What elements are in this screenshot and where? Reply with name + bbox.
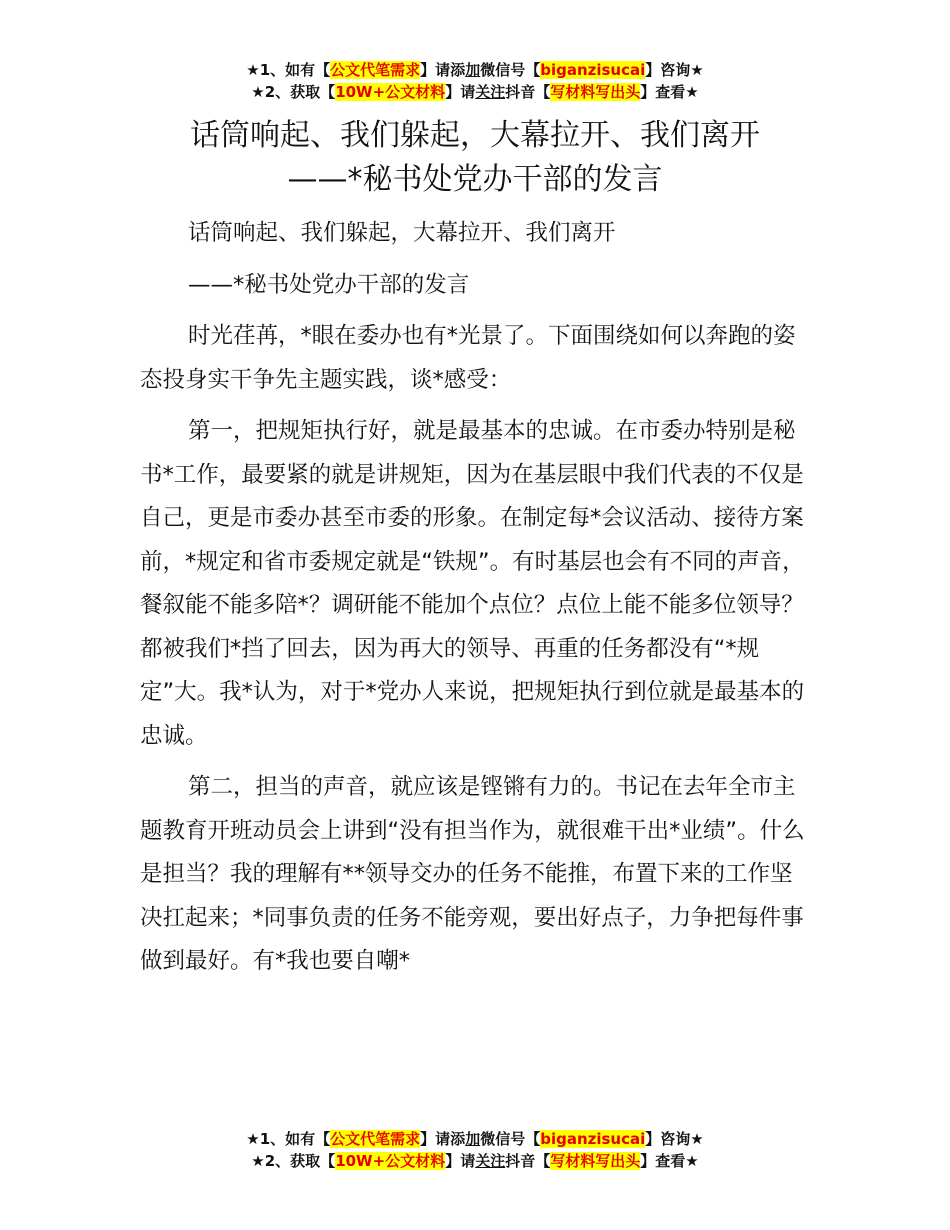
notice-text: 】咨询★ [645,1130,704,1148]
highlight-wechat-id: biganzisucai [540,1130,646,1148]
title-line-1: 话筒响起、我们躲起，大幕拉开、我们离开 [190,118,760,153]
notice-text: 】请添 [420,1130,466,1148]
body-paragraph: 第二，担当的声音，就应该是铿锵有力的。书记在去年全市主题教育开班动员会上讲到“没有担当作为，就很难干出*业绩”。什么是担当？我的理解有**领导交办的任务不能推，布置下来的工作坚决扛起来；*同事负责的任务不能旁观，要出好点子，力争把每件事做到最好。有*我也要自嘲* [140,774,805,974]
notice-line-2 [0,1150,950,1172]
notice-text: 抖音【 [505,1152,551,1170]
highlight-service: 公文代笔需求 [330,61,421,79]
notice-emphasis: 加 [465,61,481,79]
notice-line-1 [0,59,950,81]
notice-emphasis: 关注 [475,83,506,101]
notice-text: 微信号【 [480,1130,541,1148]
notice-text: 】查看★ [640,83,699,101]
header-notice [0,59,950,103]
highlight-douyin-account: 写材料写出头 [550,1152,641,1170]
highlight-wechat-id: biganzisucai [540,61,646,79]
document-body [140,212,812,984]
notice-text: ★2、获取【 [251,83,336,101]
body-paragraph: 时光荏苒，*眼在委办也有*光景了。下面围绕如何以奔跑的姿态投身实干争先主题实践，谈*感受： [140,323,796,393]
notice-text: ★2、获取【 [251,1152,336,1170]
notice-line-1 [0,1128,950,1150]
body-paragraph: ——*秘书处党办干部的发言 [188,271,470,298]
document-title [0,114,950,202]
highlight-materials: 10W+公文材料 [335,1152,446,1170]
title-line-2: ——*秘书处党办干部的发言 [287,162,663,197]
highlight-douyin-account: 写材料写出头 [550,83,641,101]
notice-text: 】请 [445,83,476,101]
highlight-service: 公文代笔需求 [330,1130,421,1148]
notice-emphasis: 关注 [475,1152,506,1170]
notice-text: 】请添 [420,61,466,79]
notice-text: 】咨询★ [645,61,704,79]
notice-text: 】查看★ [640,1152,699,1170]
body-paragraph: 第一，把规矩执行好，就是最基本的忠诚。在市委办特别是秘书*工作，最要紧的就是讲规矩，因为在基层眼中我们代表的不仅是自己，更是市委办甚至市委的形象。在制定每*会议活动、接待方案前，*规定和省市委规定就是“铁规”。有时基层也会有不同的声音，餐叙能不能多陪*？调研能不能加个点位？点位上能不能多位领导？都被我们*挡了回去，因为再大的领导、再重的任务都没有“*规定”大。我*认为，对于*党办人来说，把规矩执行到位就是最基本的忠诚。 [140,418,805,749]
notice-emphasis: 加 [465,1130,481,1148]
body-paragraph: 话筒响起、我们躲起，大幕拉开、我们离开 [188,220,616,246]
notice-line-2 [0,81,950,103]
notice-text: ★1、如有【 [246,1130,331,1148]
notice-text: ★1、如有【 [246,61,331,79]
notice-text: 抖音【 [505,83,551,101]
highlight-materials: 10W+公文材料 [335,83,446,101]
footer-notice [0,1128,950,1172]
notice-text: 】请 [445,1152,476,1170]
notice-text: 微信号【 [480,61,541,79]
